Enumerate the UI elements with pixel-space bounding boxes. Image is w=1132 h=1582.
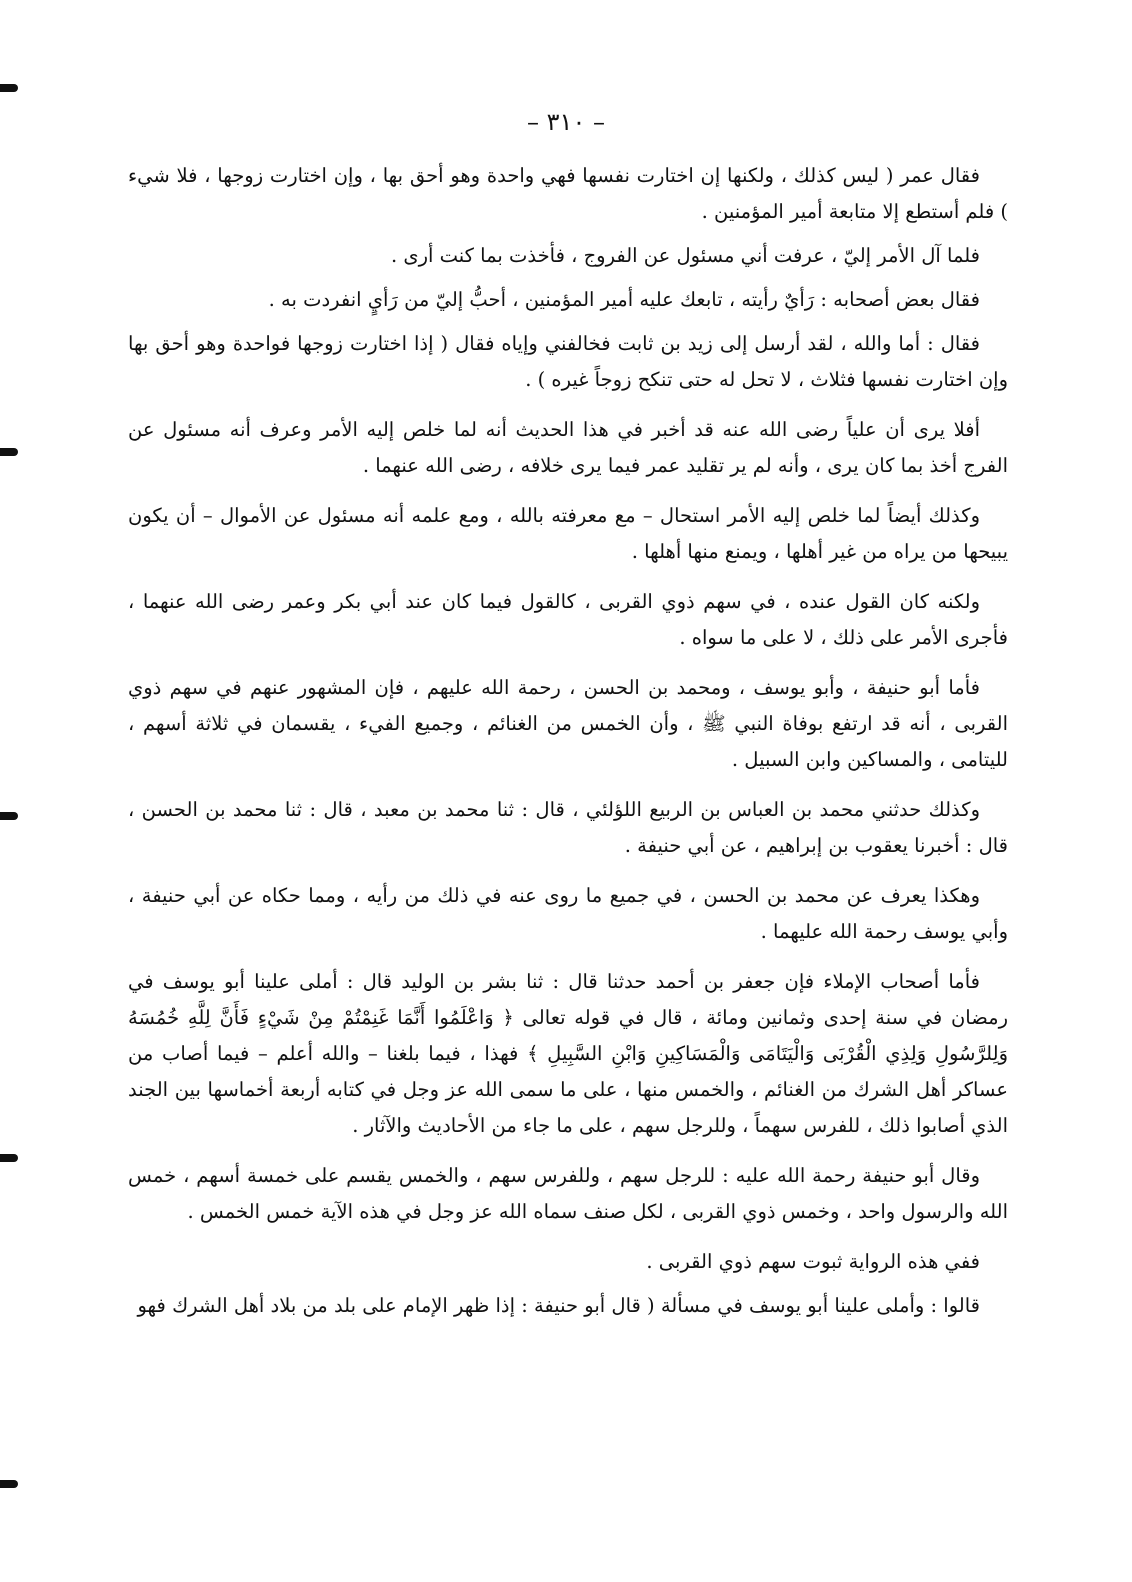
- paragraph-7: ولكنه كان القول عنده ، في سهم ذوي القربى ، كالقول فيما كان عند أبي بكر وعمر رضى الله عنهما ، فأجرى الأمر على ذلك ، لا على ما سواه .: [128, 590, 1008, 649]
- page-number: – ٣١٠ –: [527, 108, 605, 136]
- scan-edge-mark: [0, 812, 18, 820]
- scan-edge-mark: [0, 1480, 18, 1488]
- main-text: [128, 158, 1008, 1332]
- paragraph-11: فأما أصحاب الإملاء فإن جعفر بن أحمد حدثنا قال : ثنا بشر بن الوليد قال : أملى علينا أبو يوسف في رمضان في سنة إحدى وثمانين ومائة ، قال في قوله تعالى ﴿ وَاعْلَمُوا أَنَّمَا غَنِمْتُمْ مِنْ شَيْءٍ فَأَنَّ لِلَّهِ خُمُسَهُ وَلِلرَّسُولِ وَلِذِي الْقُرْبَى وَالْيَتَامَى وَالْمَسَاكِينِ وَابْنِ السَّبِيلِ ﴾ فهذا ، فيما بلغنا – والله أعلم – فيما أصاب من عساكر أهل الشرك من الغنائم ، والخمس منها ، على ما سمى الله عز وجل في كتابه أربعة أخماسها بين الجند الذي أصابوا ذلك ، للفرس سهماً ، وللرجل سهم ، على ما جاء من الأحاديث والآثار .: [128, 970, 1008, 1137]
- scan-edge-mark: [0, 84, 18, 92]
- paragraph-9: وكذلك حدثني محمد بن العباس بن الربيع اللؤلئي ، قال : ثنا محمد بن معبد ، قال : ثنا محمد بن الحسن ، قال : أخبرنا يعقوب بن إبراهيم ، عن أبي حنيفة .: [128, 798, 1008, 857]
- paragraph-5: أفلا يرى أن علياً رضى الله عنه قد أخبر في هذا الحديث أنه لما خلص إليه الأمر وعرف أنه مسئول عن الفرج أخذ بما كان يرى ، وأنه لم ير تقليد عمر فيما يرى خلافه ، رضى الله عنهما .: [128, 418, 1008, 477]
- paragraph-10: وهكذا يعرف عن محمد بن الحسن ، في جميع ما روى عنه في ذلك من رأيه ، ومما حكاه عن أبي حنيفة ، وأبي يوسف رحمة الله عليهما .: [128, 884, 1008, 943]
- paragraph-13: ففي هذه الرواية ثبوت سهم ذوي القربى .: [646, 1250, 980, 1273]
- paragraph-1: فقال عمر ( ليس كذلك ، ولكنها إن اختارت نفسها فهي واحدة وهو أحق بها ، وإن اختارت زوجها ، فلا شيء ) فلم أستطع إلا متابعة أمير المؤمنين .: [128, 164, 1008, 223]
- scan-edge-mark: [0, 448, 18, 456]
- scan-edge-mark: [0, 1154, 18, 1162]
- paragraph-2: فلما آل الأمر إليّ ، عرفت أني مسئول عن الفروج ، فأخذت بما كنت أرى .: [390, 244, 980, 267]
- paragraph-12: وقال أبو حنيفة رحمة الله عليه : للرجل سهم ، وللفرس سهم ، والخمس يقسم على خمسة أسهم ، خمس الله والرسول واحد ، وخمس ذوي القربى ، لكل صنف سماه الله عز وجل في هذه الآية خمس الخمس .: [128, 1164, 1008, 1223]
- paragraph-3: فقال بعض أصحابه : رَأيٌ رأيته ، تابعك عليه أمير المؤمنين ، أحبُّ إليّ من رَأيٍ انفردت به .: [268, 288, 980, 311]
- paragraph-8: فأما أبو حنيفة ، وأبو يوسف ، ومحمد بن الحسن ، رحمة الله عليهم ، فإن المشهور عنهم في سهم ذوي القربى ، أنه قد ارتفع بوفاة النبي ﷺ ، وأن الخمس من الغنائم ، وجميع الفيء ، يقسمان في ثلاثة أسهم ، لليتامى ، والمساكين وابن السبيل .: [128, 676, 1008, 771]
- paragraph-4: فقال : أما والله ، لقد أرسل إلى زيد بن ثابت فخالفني وإياه فقال ( إذا اختارت زوجها فواحدة وهو أحق بها وإن اختارت نفسها فثلاث ، لا تحل له حتى تنكح زوجاً غيره ) .: [128, 332, 1008, 391]
- paragraph-14: قالوا : وأملى علينا أبو يوسف في مسألة ( قال أبو حنيفة : إذا ظهر الإمام على بلد من بلاد أهل الشرك فهو: [137, 1294, 980, 1317]
- paragraph-6: وكذلك أيضاً لما خلص إليه الأمر استحال – مع معرفته بالله ، ومع علمه أنه مسئول عن الأموال – أن يكون يبيحها من يراه من غير أهلها ، ويمنع منها أهلها .: [128, 504, 1008, 563]
